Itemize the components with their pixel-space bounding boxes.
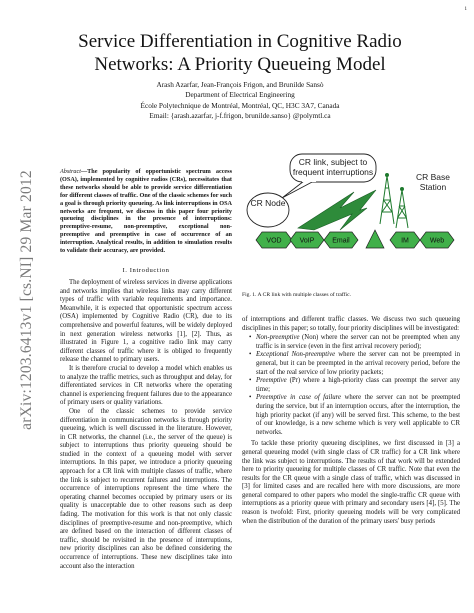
discipline-name: Non-preemptive <box>256 334 300 342</box>
traffic-class-im <box>390 232 420 248</box>
traffic-class-triangle <box>366 230 384 248</box>
right-column-body <box>242 316 460 526</box>
paper-title <box>40 30 440 76</box>
traffic-class-shapes <box>256 230 454 248</box>
paragraph: One of the classic schemes to provide service differentiation in communication networks is through priority queueing, which is well discussed in the literature. However, in CR networks, the channel (i.e., the server of the queue) is subject to interruptions thus priority queueing should be studied in the context of a queueing model with server interruptions. In this paper, we introduce a priority queueing approach for a CR link with multiple classes of traffic, where the link is subject to recurrent failures and interruptions. The occurrence of interruptions represent the time where the operating channel becomes occupied by primary users or its quality is unacceptable due to other reasons such as deep fading. The motivation for this work is that not only classic disciplines of preemptive-resume and non-preemptive, which are defined based on the interaction of different classes of traffic, should be revisited in the presence of interruptions, new priority disciplines can also be defined considering the occurrence of interruptions. These new disciplines take into account also the interaction <box>60 407 232 570</box>
page-number: 1 <box>464 7 467 12</box>
arxiv-identifier: arXiv:1203.6413v1 [cs.NI] 29 Mar 2012 <box>18 170 35 430</box>
discipline-text: where the server can not be preempted in general, but it can be preempted in the arrival recovery period, before the start of the real service of low priority packets; <box>256 351 460 376</box>
traffic-class-web <box>420 232 454 248</box>
discipline-name: Preemptive <box>256 377 287 385</box>
list-item <box>256 377 460 394</box>
traffic-label-im: IM <box>401 237 409 245</box>
cr-node <box>247 193 289 227</box>
traffic-class-vod <box>256 232 292 248</box>
department: Department of Electrical Engineering <box>185 90 295 100</box>
left-column-body <box>60 279 232 571</box>
figure-caption: Fig. 1. A CR link with multiple classes of traffic. <box>242 292 351 298</box>
author-names: Arash Azarfar, Jean-François Frigon, and Brunilde Sansò <box>156 80 324 89</box>
section-heading: I. Introduction <box>122 267 170 274</box>
abstract-text: —The popularity of opportunistic spectrum access (OSA), implemented by cognitive radios (CRs), necessitates that these networks should be able to provide service differentiation for different classes of traffic. One of the classic schemes for such a goal is through priority queueing. As link interruptions in OSA networks are frequent, we discuss in this paper four priority queueing disciplines in the presence of interruptions: preemptive-resume, non-preemptive, exceptional non-preemptive and preemptive in case of occurrence of an interruption. Analytical results, in addition to simulation results to validate their accuracy, are provided. <box>60 168 232 255</box>
traffic-label-vod: VOD <box>266 237 282 245</box>
list-item <box>256 394 460 437</box>
cr-link-callout <box>282 154 376 198</box>
list-item <box>256 351 460 377</box>
paragraph: The deployment of wireless services in diverse applications and networks implies that wireless links may carry different types of traffic with variable requirements and importance. Meanwhile, it is expected that opportunistic spectrum access (OSA) implemented by Cognitive Radio (CR), due to its comprehensive and powerful features, will be widely deployed in next generation wireless networks [1], [2]. Thus, as illustrated in Figure 1, a cognitive radio link may carry different classes of traffic where it is obliged to frequently release the channel to primary users. <box>60 279 232 364</box>
discipline-list <box>242 334 460 437</box>
paragraph: of interruptions and different traffic classes. We discuss two such queueing disciplines in this paper; so totally, four priority disciplines will be investigated: <box>242 316 460 332</box>
traffic-class-email <box>324 232 358 248</box>
traffic-class-voip <box>290 232 324 248</box>
figure-1 <box>242 150 460 290</box>
base-station-towers <box>380 174 408 229</box>
arxiv-sidebar <box>16 145 38 455</box>
cr-node-label: CR Node <box>250 198 286 208</box>
discipline-name: Preemptive in case of failure <box>256 394 342 402</box>
figure-1-diagram <box>242 150 460 290</box>
author-block <box>40 80 440 121</box>
list-item <box>256 334 460 351</box>
discipline-name: Exceptional Non-preemptive <box>256 351 336 359</box>
discipline-text: where the server can not be preempted during the service, but if an interruption occurs, after the interruption, the high priority packet (if any) will be served first. This scheme, to the best of our knowledge, is a new scheme which is very well applicable to CR networks. <box>256 394 461 436</box>
base-station-label: CR Base Station <box>415 172 450 192</box>
paragraph: It is therefore crucial to develop a model which enables us to analyze the traffic metrics, such as throughput and delay, for differentiated services in CR networks where the operating channel is experiencing frequent failures due to the appearance of primary users or quality variations. <box>60 364 232 407</box>
discipline-text: (Non) where the server can not be preempted when any traffic is in service (even in the first arrival recovery period); <box>256 334 460 350</box>
traffic-label-web: Web <box>429 237 445 245</box>
link-bolt-icon <box>298 190 376 230</box>
traffic-label-voip: VoIP <box>299 237 315 245</box>
email: Email: {arash.azarfar, j-f.frigon, brunilde.sanso} @polymtl.ca <box>149 110 331 120</box>
abstract <box>60 168 232 255</box>
title-line-2: Networks: A Priority Queueing Model <box>94 54 386 75</box>
cr-link-label: CR link, subject to frequent interruptions <box>292 157 374 177</box>
institution: École Polytechnique de Montréal, Montréal, QC, H3C 3A7, Canada <box>140 100 340 110</box>
traffic-label-email: Email <box>332 237 350 245</box>
title-line-1: Service Differentiation in Cognitive Radio <box>78 31 402 52</box>
paragraph: To tackle these priority queueing disciplines, we first discussed in [3] a general queueing model (with single class of CR traffic) for a CR link where the link was subject to interruptions. The results of that work will be extended here to priority queueing for multiple classes of CR traffic. Note that even the results for the CR queue with a single class of traffic, which was discussed in [3] for limited cases and are recalled here with more discussions, are more general compared to other papers who model the single-traffic CR queue with interruptions as a priority queue with primary and secondary users [4], [5]. The reason is twofold: First, priority queueing models will be very complicated when the distribution of the duration of the primary users' busy periods <box>242 440 460 525</box>
abstract-label: Abstract <box>60 168 81 175</box>
discipline-text: (Pr) where a high-priority class can preempt the server any time; <box>256 377 460 393</box>
